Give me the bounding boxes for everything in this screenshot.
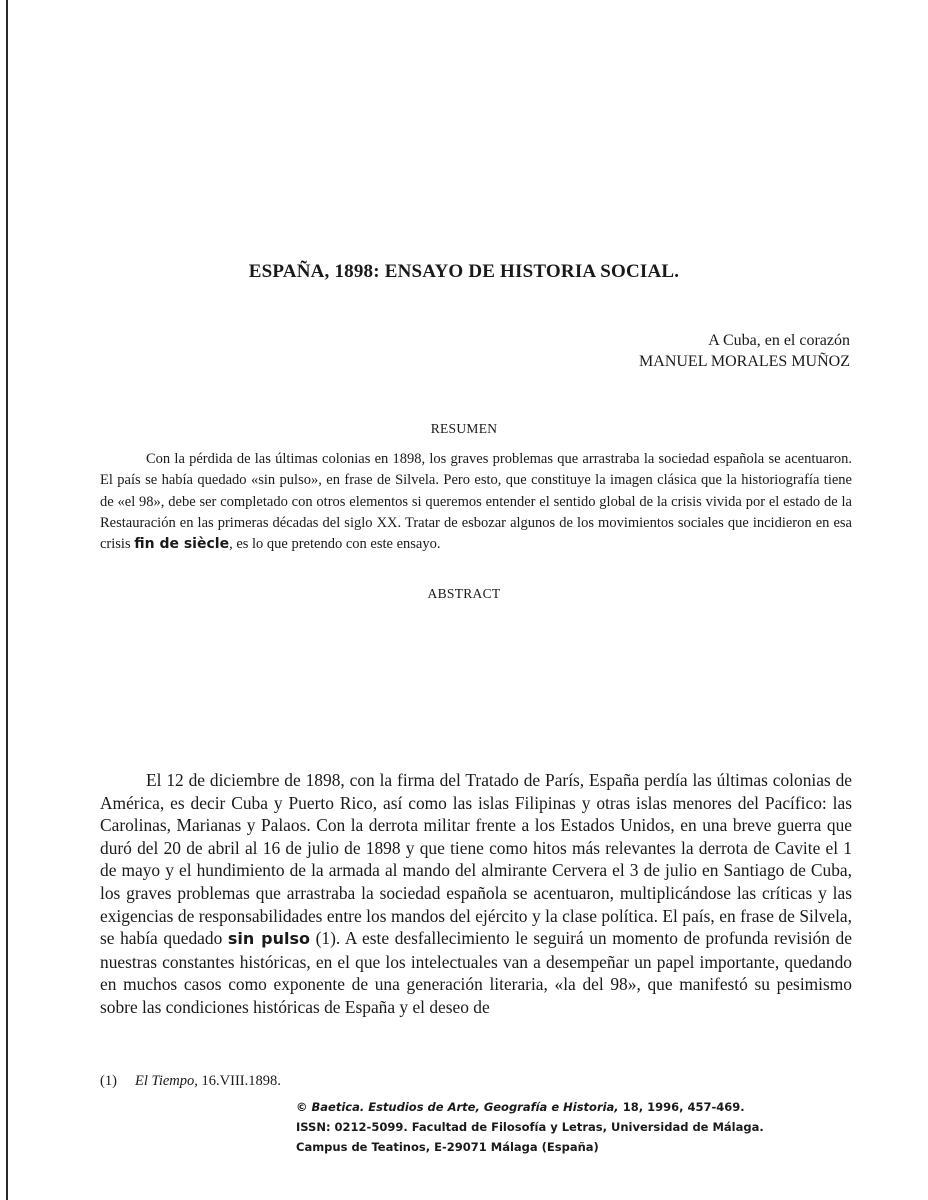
- journal-info: [296, 1097, 764, 1157]
- body-emphasis: sin pulso: [227, 929, 310, 949]
- journal-name: Baetica. Estudios de Arte, Geografía e Historia,: [311, 1100, 619, 1114]
- journal-citation: 18, 1996, 457-469.: [622, 1100, 745, 1114]
- resumen-heading: RESUMEN: [430, 421, 498, 436]
- abstract-heading: ABSTRACT: [427, 586, 501, 601]
- copyright-symbol: ©: [296, 1100, 308, 1114]
- journal-citation-line: [296, 1097, 764, 1117]
- dedication-text: A Cuba, en el corazón: [708, 332, 850, 349]
- author-name: MANUEL MORALES MUÑOZ: [639, 353, 850, 370]
- body-paragraph: [100, 769, 852, 1019]
- footnote: [100, 1073, 281, 1090]
- resumen-text-start: Con la pérdida de las últimas colonias en 1898, los graves problemas que arrastraba la sociedad española se acentuaron. El país se había quedado «sin pulso», en frase de Silvela. Pero esto, que constituye la imagen clásica que la historiografía tiene de «el 98», debe ser completado con otros elementos si queremos entender el sentido global de la crisis vivida por el estado de la Restauración en las primeras décadas del siglo XX. Tratar de esbozar algunos de los movimientos sociales que incidieron en esa crisis: [100, 451, 852, 553]
- resumen-text-end: , es lo que pretendo con este ensayo.: [229, 536, 441, 553]
- dedication-block: [639, 330, 850, 372]
- journal-address-line: Campus de Teatinos, E-29071 Málaga (España): [296, 1140, 599, 1154]
- body-text-end: (1). A este desfallecimiento le seguirá un momento de profunda revisión de nuestras constantes históricas, en el que los intelectuales van a desempeñar un papel importante, quedando en muchos casos como exponente de una generación literaria, «la del 98», que manifestó su pesimismo sobre las condiciones históricas de España y el deseo de: [100, 928, 852, 1017]
- article-title: ESPAÑA, 1898: ENSAYO DE HISTORIA SOCIAL.: [248, 261, 680, 282]
- resumen-emphasis: fin de siècle: [134, 536, 230, 553]
- body-text-start: El 12 de diciembre de 1898, con la firma del Tratado de París, España perdía las últimas colonias de América, es decir Cuba y Puerto Rico, así como las islas Filipinas y otras islas menores del Pacífico: las Carolinas, Marianas y Palaos. Con la derrota militar frente a los Estados Unidos, en una breve guerra que duró del 20 de abril al 16 de julio de 1898 y que tiene como hitos más relevantes la derrota de Cavite el 1 de mayo y el hundimiento de la armada al mando del almirante Cervera el 3 de julio en Santiago de Cuba, los graves problemas que arrastraba la sociedad española se acentuaron, multiplicándose las críticas y las exigencias de responsabilidades entre los mandos del ejército y la clase política. El país, en frase de Silvela, se había quedado: [100, 770, 852, 949]
- footnote-source: El Tiempo,: [135, 1073, 198, 1089]
- resumen-paragraph: [100, 449, 852, 555]
- journal-issn-line: ISSN: 0212-5099. Facultad de Filosofía y Letras, Universidad de Málaga.: [296, 1120, 764, 1134]
- footnote-date: 16.VIII.1898.: [201, 1073, 281, 1089]
- footnote-marker: (1): [100, 1073, 117, 1089]
